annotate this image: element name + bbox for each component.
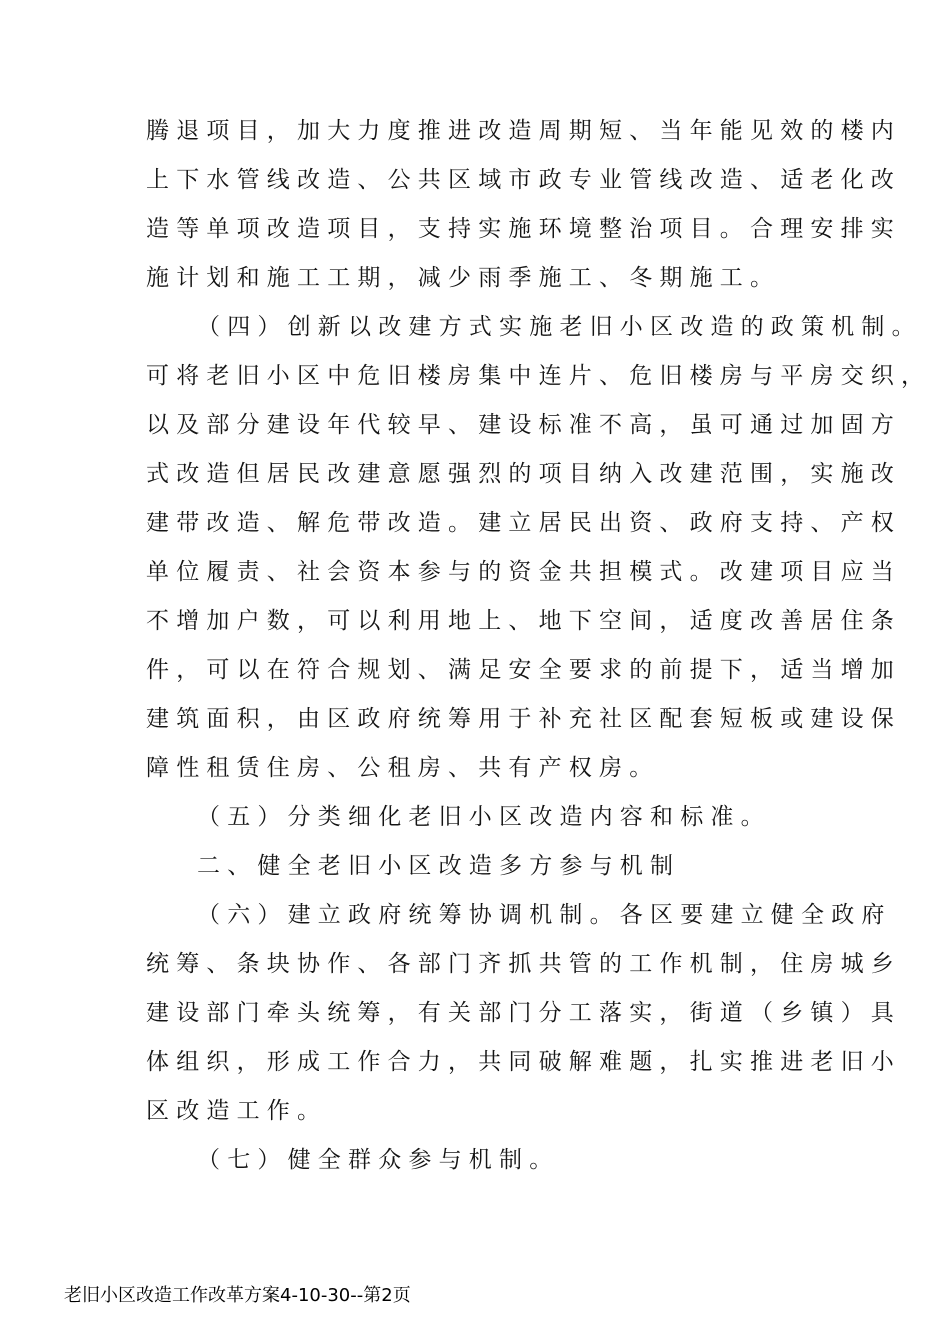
page-footer: 老旧小区改造工作改革方案4-10-30--第2页	[64, 1285, 411, 1306]
paragraph-line: 可将老旧小区中危旧楼房集中连片、危旧楼房与平房交织，	[146, 363, 932, 389]
paragraph-line: 造等单项改造项目，支持实施环境整治项目。合理安排实	[146, 216, 901, 242]
section-heading-5: （五）分类细化老旧小区改造内容和标准。	[197, 804, 771, 830]
paragraph-line: 施计划和施工工期，减少雨季施工、冬期施工。	[146, 265, 781, 291]
paragraph-line: 建带改造、解危带改造。建立居民出资、政府支持、产权	[146, 510, 901, 536]
paragraph-line: 上下水管线改造、公共区域市政专业管线改造、适老化改	[146, 167, 901, 193]
chapter-heading-2: 二、健全老旧小区改造多方参与机制	[197, 853, 681, 879]
paragraph-line: 式改造但居民改建意愿强烈的项目纳入改建范围，实施改	[146, 461, 901, 487]
paragraph-line: 区改造工作。	[146, 1098, 328, 1124]
paragraph-line: 障性租赁住房、公租房、共有产权房。	[146, 755, 660, 781]
section-heading-6: （六）建立政府统筹协调机制。各区要建立健全政府	[197, 902, 892, 928]
section-heading-4: （四）创新以改建方式实施老旧小区改造的政策机制。	[197, 314, 922, 340]
paragraph-line: 统筹、条块协作、各部门齐抓共管的工作机制，住房城乡	[146, 951, 901, 977]
paragraph-line: 体组织，形成工作合力，共同破解难题，扎实推进老旧小	[146, 1049, 901, 1075]
paragraph-line: 单位履责、社会资本参与的资金共担模式。改建项目应当	[146, 559, 901, 585]
paragraph-line: 以及部分建设年代较早、建设标准不高，虽可通过加固方	[146, 412, 901, 438]
paragraph-line: 件，可以在符合规划、满足安全要求的前提下，适当增加	[146, 657, 901, 683]
paragraph-line: 腾退项目，加大力度推进改造周期短、当年能见效的楼内	[146, 118, 901, 144]
paragraph-line: 不增加户数，可以利用地上、地下空间，适度改善居住条	[146, 608, 901, 634]
paragraph-line: 建设部门牵头统筹，有关部门分工落实，街道（乡镇）具	[146, 1000, 901, 1026]
section-heading-7: （七）健全群众参与机制。	[197, 1147, 560, 1173]
paragraph-line: 建筑面积，由区政府统筹用于补充社区配套短板或建设保	[146, 706, 901, 732]
